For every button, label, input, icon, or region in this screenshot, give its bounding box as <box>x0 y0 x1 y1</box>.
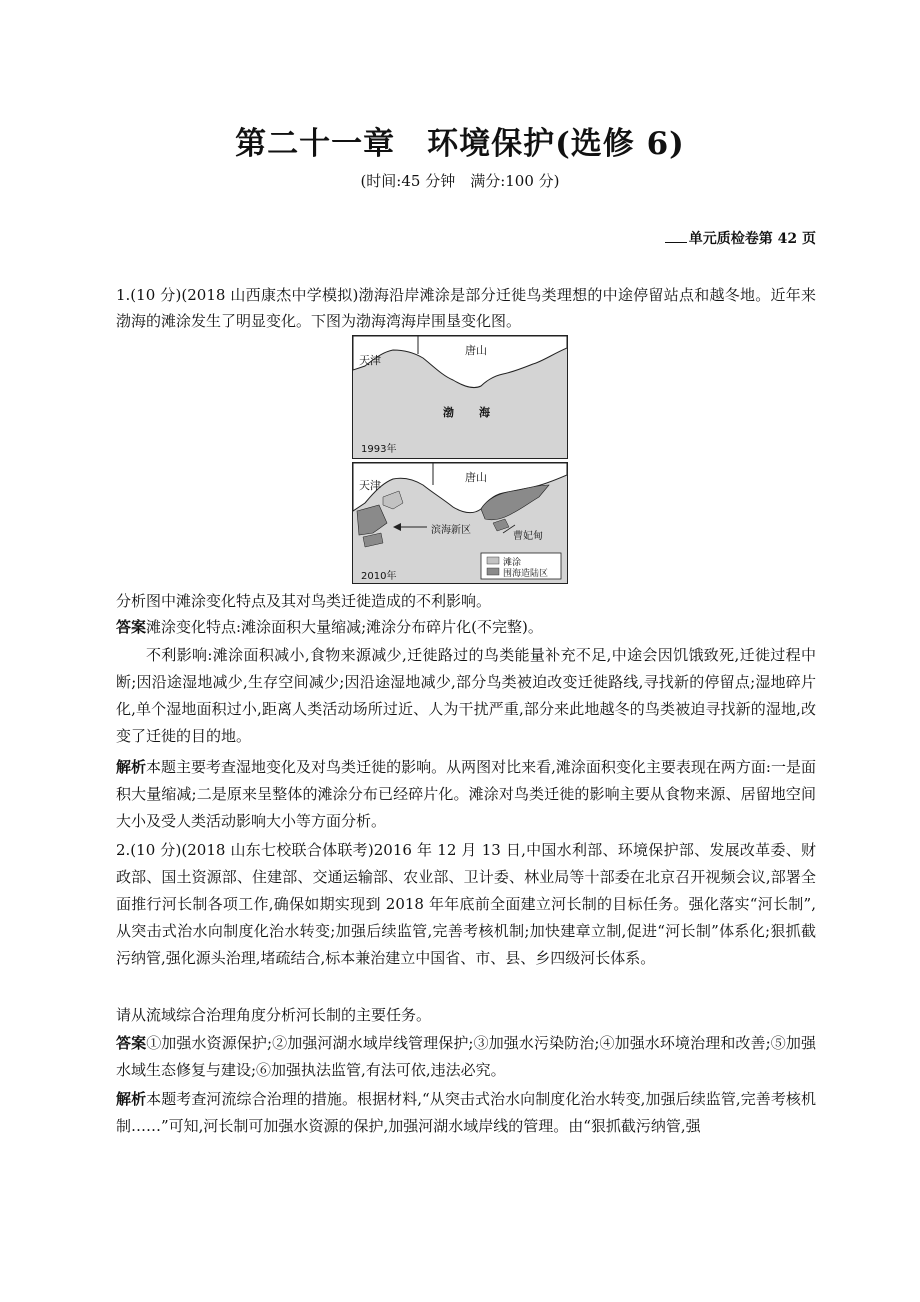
legend-reclaimed-label: 围海造陆区 <box>503 569 549 579</box>
q1-analysis-text: 本题主要考查湿地变化及对鸟类迁徙的影响。从两图对比来看,滩涂面积变化主要表现在两方面:一是面积大量缩减;二是原来呈整体的滩涂分布已经碎片化。滩涂对鸟类迁徙的影响主要从食物来源、居留地空间大小及受人类活动影响大小等方面分析。 <box>116 758 816 830</box>
q2-analysis-text: 本题考查河流综合治理的措施。根据材料,“从突击式治水向制度化治水转变,加强后续监管,完善考核机制……”可知,河长制可加强水资源的保护,加强河湖水域岸线的管理。由“狠抓截污纳管,强 <box>116 1090 816 1135</box>
map1-tangshan-label: 唐山 <box>465 344 487 357</box>
map1-tianjin-label: 天津 <box>359 354 381 367</box>
map2-tianjin-label: 天津 <box>359 479 381 492</box>
map2-tangshan-label: 唐山 <box>465 471 487 484</box>
q1-analysis <box>116 754 816 835</box>
q1-answer-1-text: 滩涂变化特点:滩涂面积大量缩减;滩涂分布碎片化(不完整)。 <box>146 618 543 636</box>
map1-sea-label-1: 渤 <box>443 406 454 419</box>
map2-year-label: 2010年 <box>361 571 397 582</box>
q1-answer-2: 不利影响:滩涂面积减小,食物来源减少,迁徙路过的鸟类能量补充不足,中途会因饥饿致死,迁徙过程中断;因沿途湿地减少,生存空间减少;因沿途湿地减少,部分鸟类被迫改变迁徙路线,寻找新的停留点;湿地碎片化,单个湿地面积过小,距离人类活动场所过近、人为干扰严重,部分来此地越冬的鸟类被迫寻找新的湿地,改变了迁徙的目的地。 <box>116 646 816 745</box>
q2-answer <box>116 1030 816 1084</box>
map-1993 <box>352 335 568 459</box>
answer-label: 答案 <box>116 1034 147 1052</box>
page-reference <box>665 228 816 248</box>
q2-question: 请从流域综合治理角度分析河长制的主要任务。 <box>116 1006 432 1024</box>
map-2010 <box>352 462 568 584</box>
map2-caofeidian-label: 曹妃甸 <box>513 531 543 542</box>
page-subtitle: (时间:45 分钟 满分:100 分) <box>360 172 560 190</box>
q2-analysis <box>116 1086 816 1140</box>
q1-stem: 1.(10 分)(2018 山西康杰中学模拟)渤海沿岸滩涂是部分迁徙鸟类理想的中途停留站点和越冬地。近年来渤海的滩涂发生了明显变化。下图为渤海湾海岸围垦变化图。 <box>116 286 816 330</box>
map2-binhai-label: 滨海新区 <box>431 525 471 536</box>
q1-answer-1 <box>116 614 816 640</box>
map1-year-label: 1993年 <box>361 444 397 455</box>
page-reference-text: 单元质检卷第 42 页 <box>688 231 816 247</box>
q2-stem: 2.(10 分)(2018 山东七校联合体联考)2016 年 12 月 13 日,中国水利部、环境保护部、发展改革委、财政部、国土资源部、住建部、交通运输部、农业部、卫计委、林业局等十部委在北京召开视频会议,部署全面推行河长制各项工作,确保如期实现到 2018 年年底前全面建立河长制的目标任务。强化落实“河长制”,从突击式治水向制度化治水转变;加强后续监管,完善考核机制;加快建章立制,促进“河长制”体系化;狠抓截污纳管,强化源头治理,堵疏结合,标本兼治建立中国省、市、县、乡四级河长体系。 <box>116 841 816 967</box>
q2-answer-text: ①加强水资源保护;②加强河湖水域岸线管理保护;③加强水污染防治;④加强水环境治理和改善;⑤加强水域生态修复与建设;⑥加强执法监管,有法可依,违法必究。 <box>116 1034 816 1079</box>
page-title: 第二十一章 环境保护(选修 6) <box>235 126 685 162</box>
q1-question: 分析图中滩涂变化特点及其对鸟类迁徙造成的不利影响。 <box>116 592 492 610</box>
analysis-label: 解析 <box>116 758 147 776</box>
map1-sea-label-2: 海 <box>479 406 490 419</box>
analysis-label: 解析 <box>116 1090 147 1108</box>
answer-label: 答案 <box>116 618 147 636</box>
legend-tidal-flat-label: 滩涂 <box>503 558 522 568</box>
